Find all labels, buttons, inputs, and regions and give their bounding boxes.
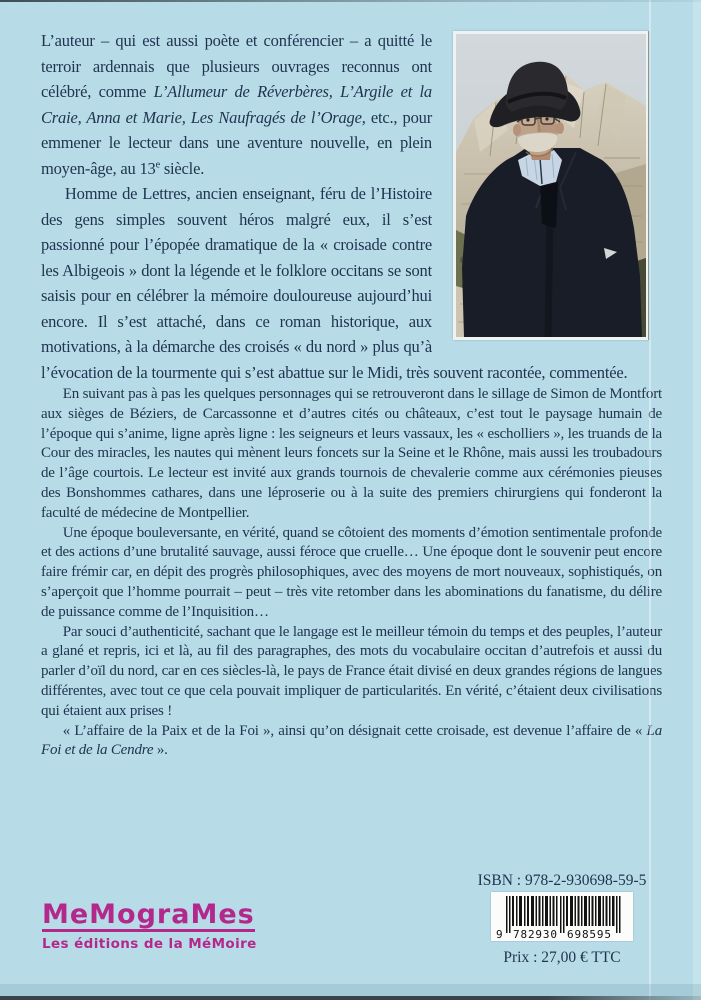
- publisher-logo: [42, 901, 257, 952]
- paragraph-text: « L’affaire de la Paix et de la Foi », ainsi qu’on désignait cette croisade, est devenue l’affaire de «: [62, 722, 647, 739]
- paragraph-affaire-paix-foi: [41, 722, 662, 762]
- page-fold-highlight: [649, 0, 651, 1000]
- isbn-number: ISBN : 978-2-930698-59-5: [477, 872, 647, 889]
- barcode-digits-right: 698595: [567, 928, 611, 940]
- isbn-block: [450, 872, 674, 967]
- paragraph-en-suivant: En suivant pas à pas les quelques personnages qui se retrouveront dans le sillage de Simon de Montfort aux sièges de Béziers, de Carcassonne et d’autres cités ou châteaux, c’est tout le paysage humain de l’époque qui s’anime, ligne après ligne : les seigneurs et leurs vassaux, les « escholliers », les truands de la Cour des miracles, les nautes qui mènent leurs foncets sur la Seine et le Rhône, mais aussi les troubadours de l’âge courtois. Le lecteur est invité aux grands tournois de chevalerie comme aux cérémonies pieuses des Bonshommes cathares, dans une léproserie ou à la suite des premiers chirurgiens qui fonderont la faculté de médecine de Montpellier.: [41, 386, 662, 521]
- paragraph-author-intro: [41, 28, 662, 181]
- barcode: [491, 892, 633, 941]
- scan-edge-bottom-strip: [0, 984, 701, 996]
- author-photo-illustration: [456, 34, 646, 337]
- scan-edge-right: [693, 0, 701, 1000]
- publisher-logo-text: MeMograMes: [42, 899, 255, 930]
- paragraph-homme-de-lettres: Homme de Lettres, ancien enseignant, féru de l’Histoire des gens simples souvent héros malgré eux, il s’est passionné pour l’épopée dramatique de la « croisade contre les Albigeois » dont la légende et le folklore occitans se sont saisis pour en célébrer la mémoire douloureuse aujourd’hui encore. Il s’est attaché, dans ce roman historique, aux motivations, à la démarche des croisés « du nord » plus qu’à l’évocation de la tourmente qui s’est abattue sur le Midi, très souvent racontée, commentée.: [41, 184, 628, 382]
- paragraph-text: siècle.: [159, 158, 205, 178]
- barcode-digit-lead: 9: [496, 928, 503, 940]
- scan-edge-bottom: [0, 996, 701, 1000]
- paragraph-text: etc., pour emmener le lecteur dans une aventure nouvelle, en plein moyen-âge, au 13: [41, 107, 432, 178]
- paragraph-par-souci: Par souci d’authenticité, sachant que le langage est le meilleur témoin du temps et des peuples, l’auteur a glané et repris, ici et là, au fil des paragraphes, des mots du vocabulaire occitan d’autrefois et aussi du parler d’oïl du nord, car en ces siècles-là, le pays de France était divisé en deux grandes régions de langues différentes, avec tout ce que cela pouvait impliquer de particularités. En vérité, c’étaient deux civilisations qui étaient aux prises !: [41, 623, 662, 719]
- paragraph-une-epoque: Une époque bouleversante, en vérité, quand se côtoient des moments d’émotion sentimentale profonde et des actions d’une brutalité sauvage, aussi féroce que cruelle… Une époque dont le souvenir peut encore faire frémir car, en dépit des progrès philosophiques, avec des moyens de mort nouveaux, sophistiqués, on s’aperçoit que l’homme pourrait – peut – très vite retomber dans les abominations du fanatisme, du délire de puissance comme de l’Inquisition…: [41, 524, 662, 620]
- ordinal-superscript: e: [155, 159, 160, 170]
- barcode-digits-left: 782930: [513, 928, 557, 940]
- book-title-italic: La Foi et de la Cendre: [41, 722, 662, 759]
- scan-edge-top: [0, 0, 701, 2]
- price-label: Prix : 27,00 € TTC: [503, 949, 621, 966]
- barcode-bars: [496, 896, 628, 940]
- paragraph-text: ».: [153, 742, 168, 759]
- paragraph-text: L’auteur – qui est aussi poète et conférencier – a quitté le terroir ardennais que plusieurs ouvrages reconnus ont célébré, comme: [41, 31, 432, 101]
- author-photo: [453, 31, 649, 340]
- publisher-tagline: Les éditions de la MéMoire: [42, 936, 257, 952]
- book-titles-italic: L’Allumeur de Réverbères, L’Argile et la Craie, Anna et Marie, Les Naufragés de l’Orage,: [41, 82, 432, 127]
